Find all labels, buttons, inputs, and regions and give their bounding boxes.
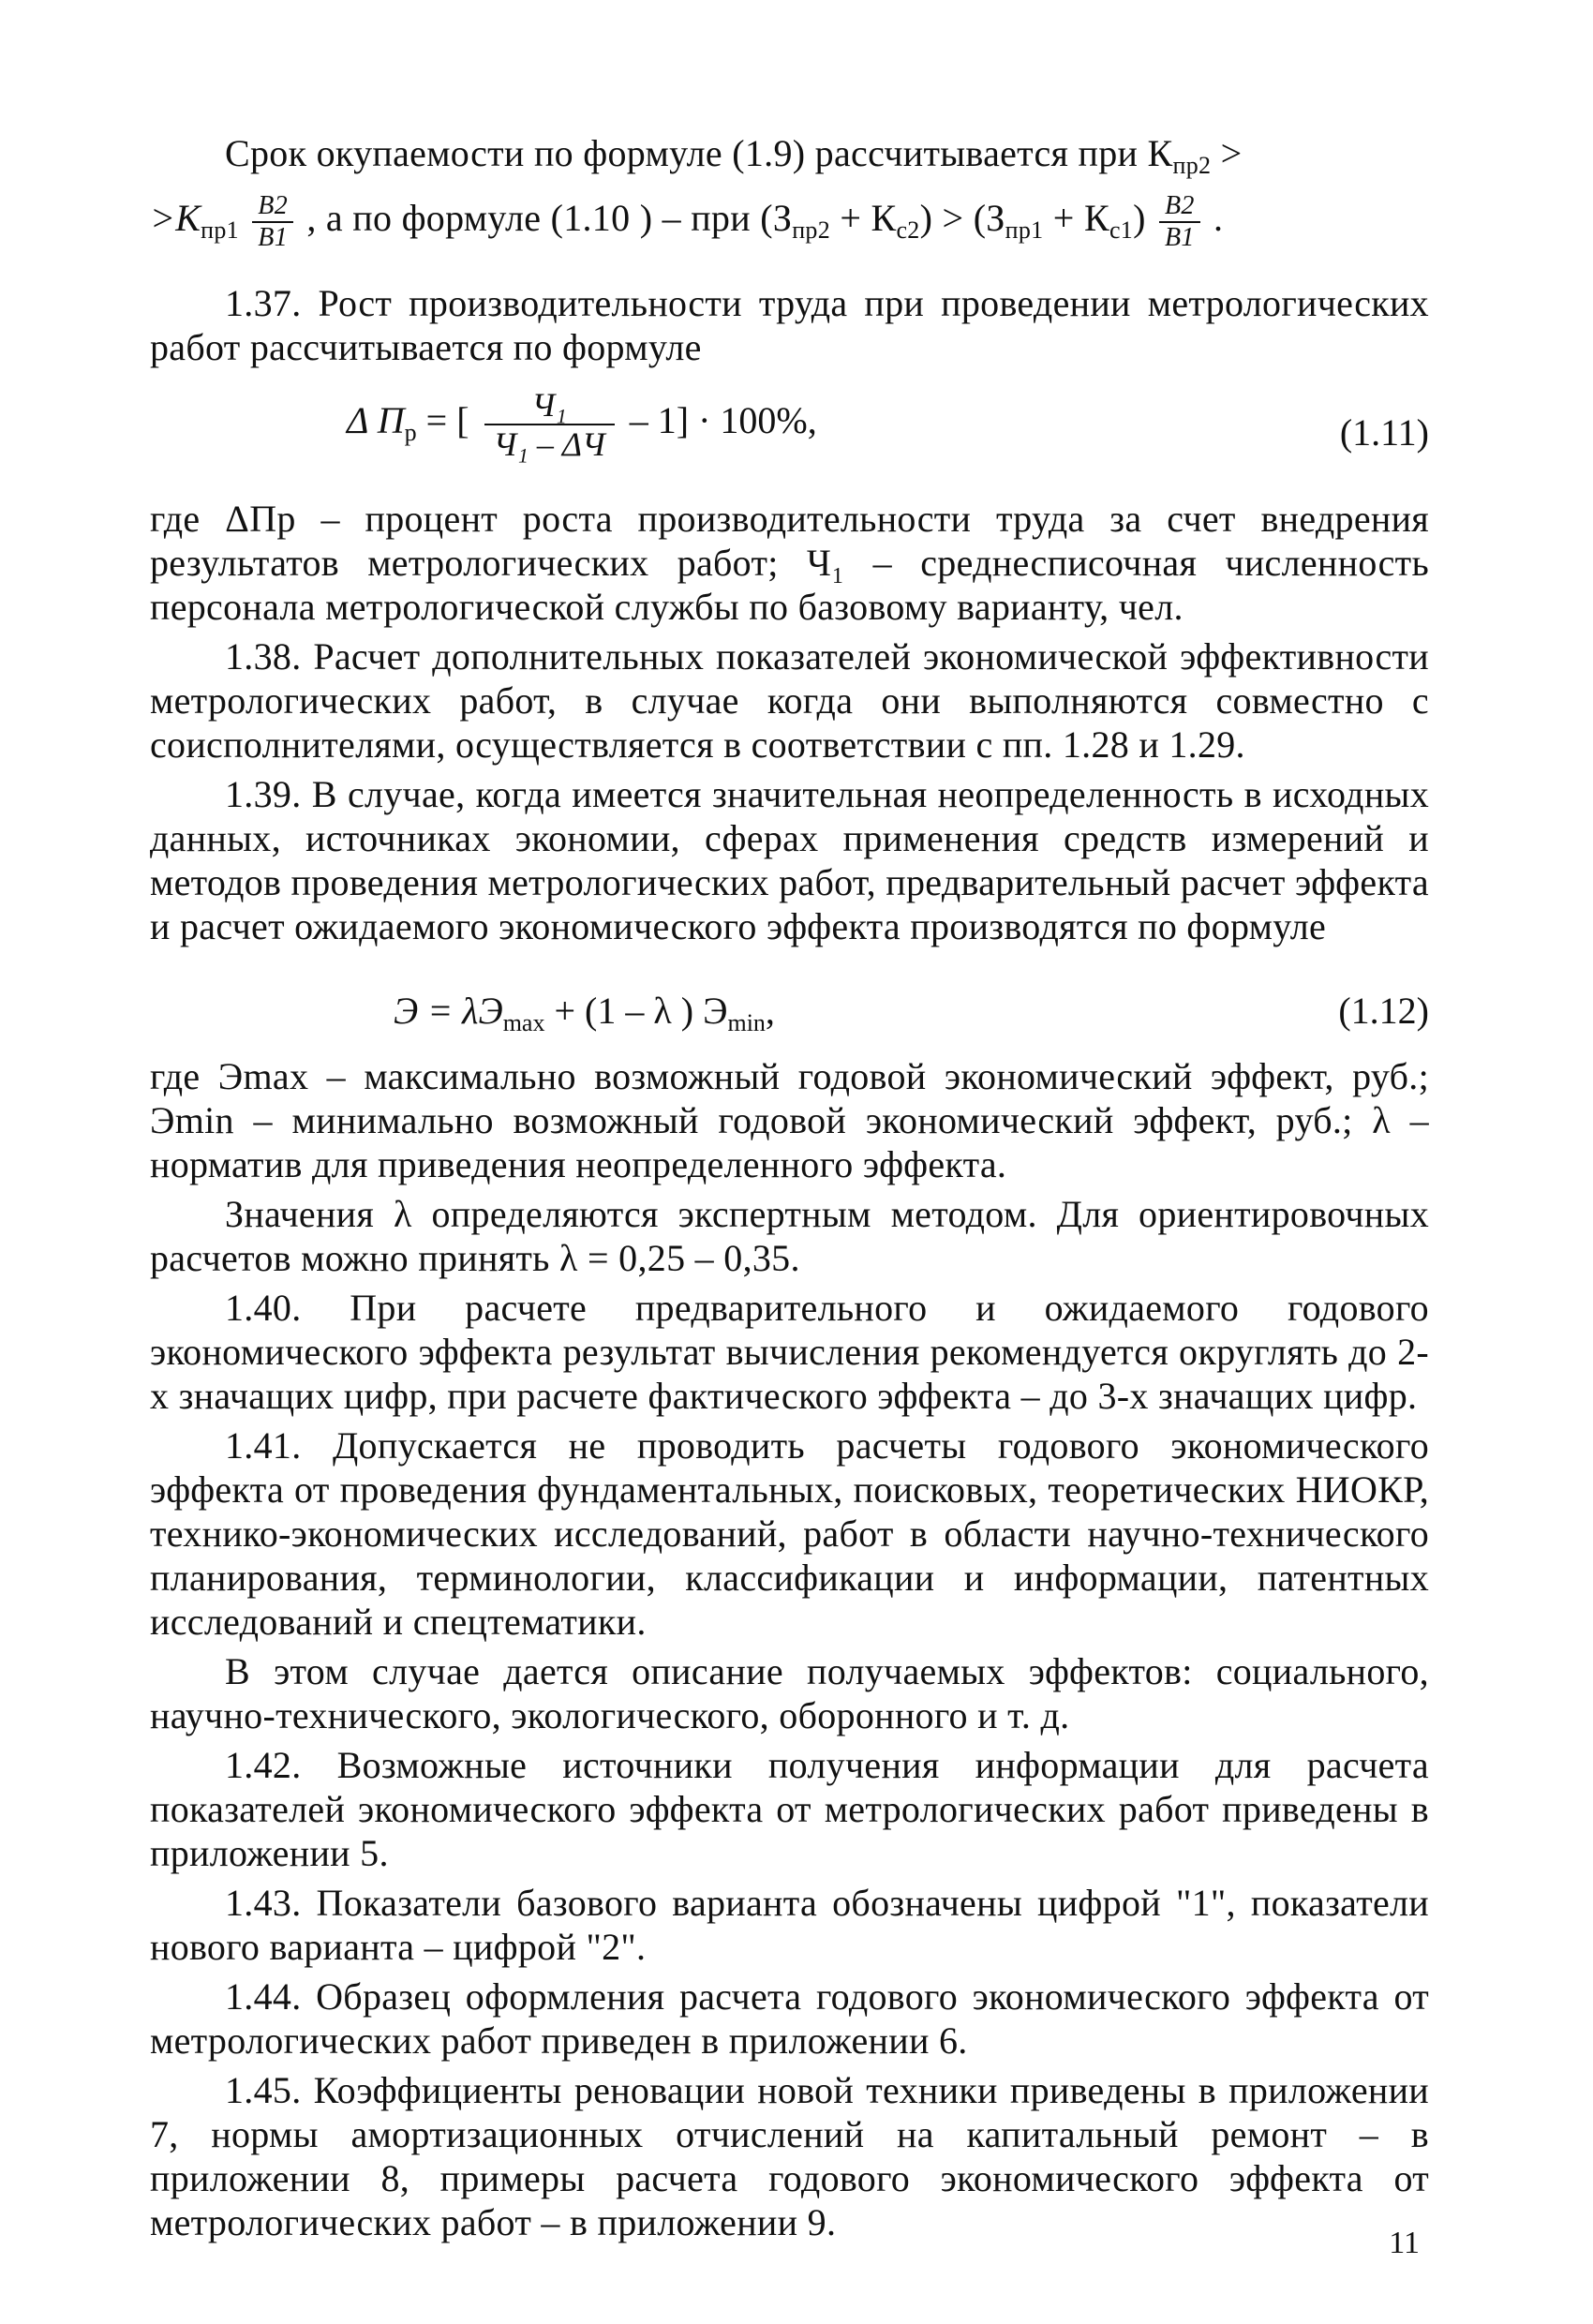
denominator: Ч₁ – ΔЧ	[493, 425, 605, 463]
subscript: c2	[896, 216, 920, 245]
text: + К	[830, 197, 897, 240]
paragraph-1-43: 1.43. Показатели базового варианта обозначены цифрой "1", показатели нового варианта – цифрой "2".	[150, 1882, 1429, 1968]
subscript: min	[727, 1009, 766, 1036]
formula-text: Э = λЭ	[394, 990, 503, 1032]
paragraph-1-45: 1.45. Коэффициенты реновации новой техники приведены в приложении 7, нормы амортизационных отчислений на капитальный ремонт – в приложении 8, примеры расчета годового экономического эффекта от метрологических работ – в приложении 9.	[150, 2069, 1429, 2243]
subscript: пр2	[1172, 152, 1212, 179]
paragraph-1-44: 1.44. Образец оформления расчета годового экономического эффекта от метрологических работ приведен в приложении 6.	[150, 1975, 1429, 2062]
payback-line-1	[150, 131, 1429, 187]
paragraph-1-38: 1.38. Расчет дополнительных показателей экономической эффективности метрологических работ, в случае когда они выполняются совместно с соисполнителями, осуществляется в соответствии с пп. 1.28 и 1.29.	[150, 635, 1429, 766]
page-number: 11	[1389, 2226, 1420, 2260]
equation-number-1-11: (1.11)	[1339, 411, 1429, 454]
payback-line-2	[150, 191, 1429, 253]
body-text	[150, 497, 1429, 948]
subscript: c1	[1109, 216, 1134, 245]
fraction-b2-b1-second	[1159, 191, 1200, 253]
paragraph-1-41-b: В этом случае дается описание получаемых эффектов: социального, научно-технического, экологического, оборонного и т. д.	[150, 1650, 1429, 1736]
text: .	[1203, 197, 1224, 240]
paragraph-1-37: 1.37. Рост производительности труда при проведении метрологических работ рассчитывается по формуле	[150, 282, 1429, 368]
fraction-b2-b1	[252, 191, 293, 253]
denominator: В1	[1165, 223, 1195, 252]
text: >К	[150, 197, 201, 240]
subscript: пр1	[1005, 216, 1044, 245]
text: Срок окупаемости по формуле (1.9) рассчитывается при К	[225, 132, 1173, 174]
subscript: max	[502, 1009, 545, 1036]
text: )	[1133, 197, 1146, 240]
paragraph-1-40: 1.40. При расчете предварительного и ожидаемого годового экономического эффекта результат вычисления рекомендуется округлять до 2-х значащих цифр, при расчете фактического эффекта – до 3-х значащих цифр.	[150, 1287, 1429, 1417]
text: ) > (З	[919, 197, 1005, 240]
formula-1-12	[394, 989, 775, 1037]
paragraph-1-41: 1.41. Допускается не проводить расчеты годового экономического эффекта от проведения фундаментальных, поисковых, теоретических НИОКР, технико-экономических исследований, работ в области научно-технического планирования, терминологии, классификации и информации, патентных исследований и спецтематики.	[150, 1424, 1429, 1643]
denominator: В1	[258, 223, 289, 252]
text: + К	[1043, 197, 1109, 240]
text: , а по формуле (1.10 ) – при (З	[306, 197, 793, 240]
paragraph-lambda-values: Значения λ определяются экспертным методом. Для ориентировочных расчетов можно принять λ = 0,25 – 0,35.	[150, 1193, 1429, 1279]
equation-number-1-12: (1.12)	[1338, 990, 1429, 1032]
formula-rhs: – 1] · 100%,	[629, 399, 817, 442]
numerator: В2	[252, 191, 293, 223]
formula-1-11	[347, 386, 817, 463]
fraction-ch1	[484, 386, 615, 463]
section-1-37	[150, 281, 1429, 369]
formula-lhs: Δ П	[347, 399, 405, 442]
formula-text: + (1 – λ ) Э	[544, 990, 728, 1032]
subscript: р	[404, 419, 417, 447]
formula-text: ,	[765, 990, 775, 1032]
paragraph-1-37-where: где ΔПр – процент роста производительности труда за счет внедрения результатов метрологических работ; Ч₁ – среднесписочная численность персонала метрологической службы по базовому варианту, чел.	[150, 498, 1429, 628]
body-text-2	[150, 1054, 1429, 2244]
formula-eq: = [	[416, 399, 469, 442]
numerator: В2	[1159, 191, 1200, 223]
subscript: пр1	[201, 216, 239, 245]
paragraph-1-39: 1.39. В случае, когда имеется значительная неопределенность в исходных данных, источниках экономии, сферах применения средств измерений и методов проведения метрологических работ, предварительный расчет эффекта и расчет ожидаемого экономического эффекта производятся по формуле	[150, 773, 1429, 947]
paragraph-1-42: 1.42. Возможные источники получения информации для расчета показателей экономического эффекта от метрологических работ приведены в приложении 5.	[150, 1744, 1429, 1874]
paragraph-1-39-where: где Эmax – максимально возможный годовой экономический эффект, руб.; Эmin – минимально возможный годовой экономический эффект, руб.; λ – норматив для приведения неопределенного эффекта.	[150, 1055, 1429, 1185]
intro-paragraph	[150, 131, 1429, 253]
numerator: Ч₁	[484, 386, 615, 425]
text: >	[1211, 132, 1243, 174]
subscript: пр2	[792, 216, 831, 245]
